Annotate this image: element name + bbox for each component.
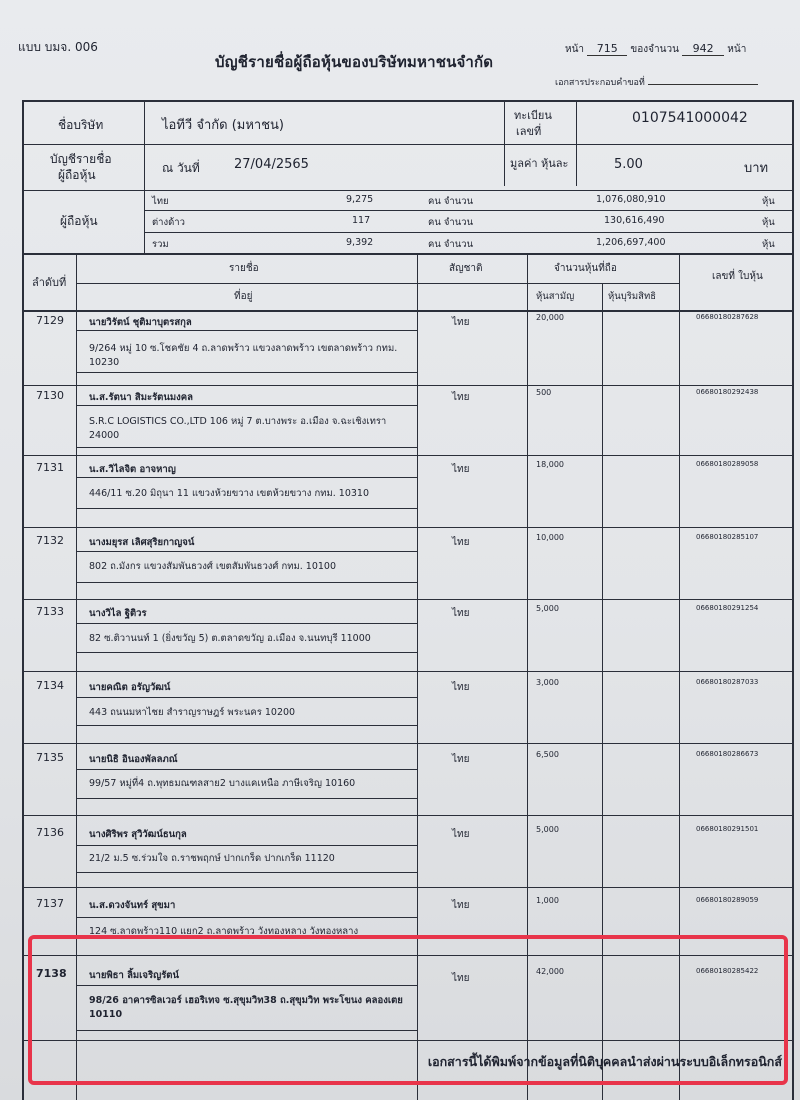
entry-name: นายคณิต อรัญวัฒน์: [89, 682, 171, 693]
entry-name: น.ส.วิไลจิต อาจหาญ: [89, 464, 176, 475]
entry-nationality: ไทย: [452, 973, 470, 984]
entry-certificate: 06680180285107: [696, 533, 759, 541]
total-label: ของจำนวน: [630, 44, 679, 55]
col-ordinary: หุ้นสามัญ: [536, 291, 575, 302]
entry-name: น.ส.ดวงจันทร์ สุขมา: [89, 900, 176, 911]
entry-address: 9/264 หมู่ 10 ซ.โชคชัย 4 ถ.ลาดพร้าว แขวงลาดพร้าว เขตลาดพร้าว กทม. 10230: [89, 343, 398, 368]
col-preferred: หุ้นบุริมสิทธิ: [608, 291, 657, 302]
entry-nationality: ไทย: [452, 392, 470, 403]
document-title: บัญชีรายชื่อผู้ถือหุ้นของบริษัทมหาชนจำกัด: [215, 53, 494, 71]
entry-certificate: 06680180291501: [696, 825, 759, 833]
entry-nationality: ไทย: [452, 829, 470, 840]
entry-number: 7135: [36, 751, 64, 764]
page-number: 715: [587, 42, 627, 56]
list-label-1: บัญชีรายชื่อ: [50, 152, 112, 166]
registration-number: 0107541000042: [632, 110, 748, 126]
total-unit: หน้า: [727, 44, 747, 55]
doc-ref: [555, 75, 758, 89]
entry-certificate: 06680180286673: [696, 750, 759, 758]
entry-address: 443 ถนนมหาไชย สำราญราษฎร์ พระนคร 10200: [89, 707, 296, 718]
footer-note: เอกสารนี้ได้พิมพ์จากข้อมูลที่นิติบุคคลนำส่งผ่านระบบอิเล็กทรอนิกส์: [427, 1054, 782, 1069]
par-label: มูลค่า หุ้นละ: [510, 157, 569, 170]
entry-address: S.R.C LOGISTICS CO.,LTD 106 หมู่ 7 ต.บางพระ อ.เมือง จ.ฉะเชิงเทรา 24000: [89, 416, 387, 441]
company-name: ไอทีวี จำกัด (มหาชน): [162, 118, 285, 133]
col-address: ที่อยู่: [234, 291, 253, 302]
entry-certificate: 06680180289058: [696, 460, 759, 468]
entry-certificate: 06680180292438: [696, 388, 759, 396]
entry-address: 99/57 หมู่ที่4 ถ.พุทธมณฑลสาย2 บางแคเหนือ ภาษีเจริญ 10160: [89, 778, 356, 789]
doc-ref-line: [648, 84, 758, 85]
entry-shares: 10,000: [536, 533, 564, 542]
par-unit: บาท: [744, 161, 769, 176]
entry-shares: 5,000: [536, 604, 559, 613]
company-info-table: ชื่อบริษัท ไอทีวี จำกัด (มหาชน) ทะเบียน เลขที่ 0107541000042 บัญชีรายชื่อ ผู้ถือหุ้น ณ วันที่ 27/04/2565 มูลค่า หุ้นละ 5.00 บาท ผู้ถือหุ้น ไทย 9,275 คน จำนวน 1,076,080,910 หุ้น ต่างด้าว 117 คน จำนวน 130,616,490 หุ้น รวม 9,392 คน จำนวน 1,206,697,400 หุ้น: [22, 100, 794, 255]
entry-number: 7133: [36, 605, 64, 618]
entry-shares: 500: [536, 388, 552, 397]
entry-number: 7132: [36, 534, 64, 547]
entry-nationality: ไทย: [452, 754, 470, 765]
entry-name: น.ส.รัตนา สิมะรัตนมงคล: [89, 392, 193, 403]
col-nationality: สัญชาติ: [449, 263, 483, 274]
entry-nationality: ไทย: [452, 608, 470, 619]
entry-name: นางวิไล ฐิติวร: [89, 608, 147, 619]
page-info: [565, 42, 746, 57]
entry-nationality: ไทย: [452, 317, 470, 328]
entry-certificate: 06680180291254: [696, 604, 759, 612]
entry-certificate: 06680180287033: [696, 678, 759, 686]
entry-name: นายวิรัตน์ ชุติมาบุตรสกุล: [89, 317, 192, 328]
page-label: หน้า: [565, 44, 585, 55]
reg-label-2: เลขที่: [516, 125, 542, 138]
entry-certificate: 06680180289059: [696, 896, 759, 904]
entry-shares: 1,000: [536, 896, 559, 905]
entry-number: 7138: [36, 967, 67, 980]
col-certificate: เลขที่ ใบหุ้น: [712, 271, 763, 282]
entry-name: นายนิธิ อินองพัลลภณ์: [89, 754, 178, 765]
entry-nationality: ไทย: [452, 900, 470, 911]
entry-shares: 20,000: [536, 313, 564, 322]
holders-label: ผู้ถือหุ้น: [60, 214, 98, 228]
highlight-box: [28, 935, 788, 1085]
entry-shares: 3,000: [536, 678, 559, 687]
entry-shares: 42,000: [536, 967, 564, 976]
entry-nationality: ไทย: [452, 537, 470, 548]
col-seq: ลำดับที่: [32, 276, 67, 289]
col-shares-held: จำนวนหุ้นที่ถือ: [554, 263, 617, 274]
col-name: รายชื่อ: [229, 263, 259, 274]
date-label: ณ วันที่: [162, 161, 200, 175]
entry-number: 7134: [36, 679, 64, 692]
entry-number: 7130: [36, 389, 64, 402]
entry-number: 7129: [36, 314, 64, 327]
entry-certificate: 06680180287628: [696, 313, 759, 321]
entry-shares: 5,000: [536, 825, 559, 834]
entry-address: 446/11 ซ.20 มิถุนา 11 แขวงห้วยขวาง เขตห้วยขวาง กทม. 10310: [89, 488, 369, 499]
list-date: 27/04/2565: [234, 157, 309, 172]
form-code: แบบ บมจ. 006: [18, 40, 98, 54]
entry-address: 98/26 อาคารซิลเวอร์ เฮอริเทจ ซ.สุขุมวิท38 ถ.สุขุมวิท พระโขนง คลองเตย 10110: [89, 995, 403, 1020]
entry-number: 7137: [36, 897, 64, 910]
entry-name: นางศิริพร สุวิวัฒน์ธนกุล: [89, 829, 187, 840]
entry-address: 802 ถ.มังกร แขวงสัมพันธวงศ์ เขตสัมพันธวงศ์ กทม. 10100: [89, 561, 337, 572]
entry-certificate: 06680180285422: [696, 967, 759, 975]
entry-name: นายพิธา ลิ้มเจริญรัตน์: [89, 970, 179, 981]
reg-label-1: ทะเบียน: [514, 109, 552, 122]
par-value: 5.00: [614, 157, 643, 172]
entry-name: นางมยุรส เลิศสุริยกาญจน์: [89, 537, 195, 548]
entry-address: 21/2 ม.5 ซ.ร่วมใจ ถ.ราชพฤกษ์ ปากเกร็ด ปากเกร็ด 11120: [89, 853, 335, 864]
doc-ref-label: เอกสารประกอบคำขอที่: [555, 78, 645, 88]
entry-nationality: ไทย: [452, 682, 470, 693]
list-label-2: ผู้ถือหุ้น: [58, 168, 96, 182]
total-pages: 942: [682, 42, 724, 56]
entry-shares: 6,500: [536, 750, 559, 759]
entry-number: 7136: [36, 826, 64, 839]
company-name-label: ชื่อบริษัท: [58, 118, 104, 132]
entry-shares: 18,000: [536, 460, 564, 469]
entry-number: 7131: [36, 461, 64, 474]
entry-nationality: ไทย: [452, 464, 470, 475]
entry-address: 82 ซ.ติวานนท์ 1 (ยิ่งขวัญ 5) ต.ตลาดขวัญ อ.เมือง จ.นนทบุรี 11000: [89, 633, 371, 644]
entry-address: 124 ซ.ลาดพร้าว110 แยก2 ถ.ลาดพร้าว วังทองหลาง วังทองหลาง: [89, 926, 359, 936]
